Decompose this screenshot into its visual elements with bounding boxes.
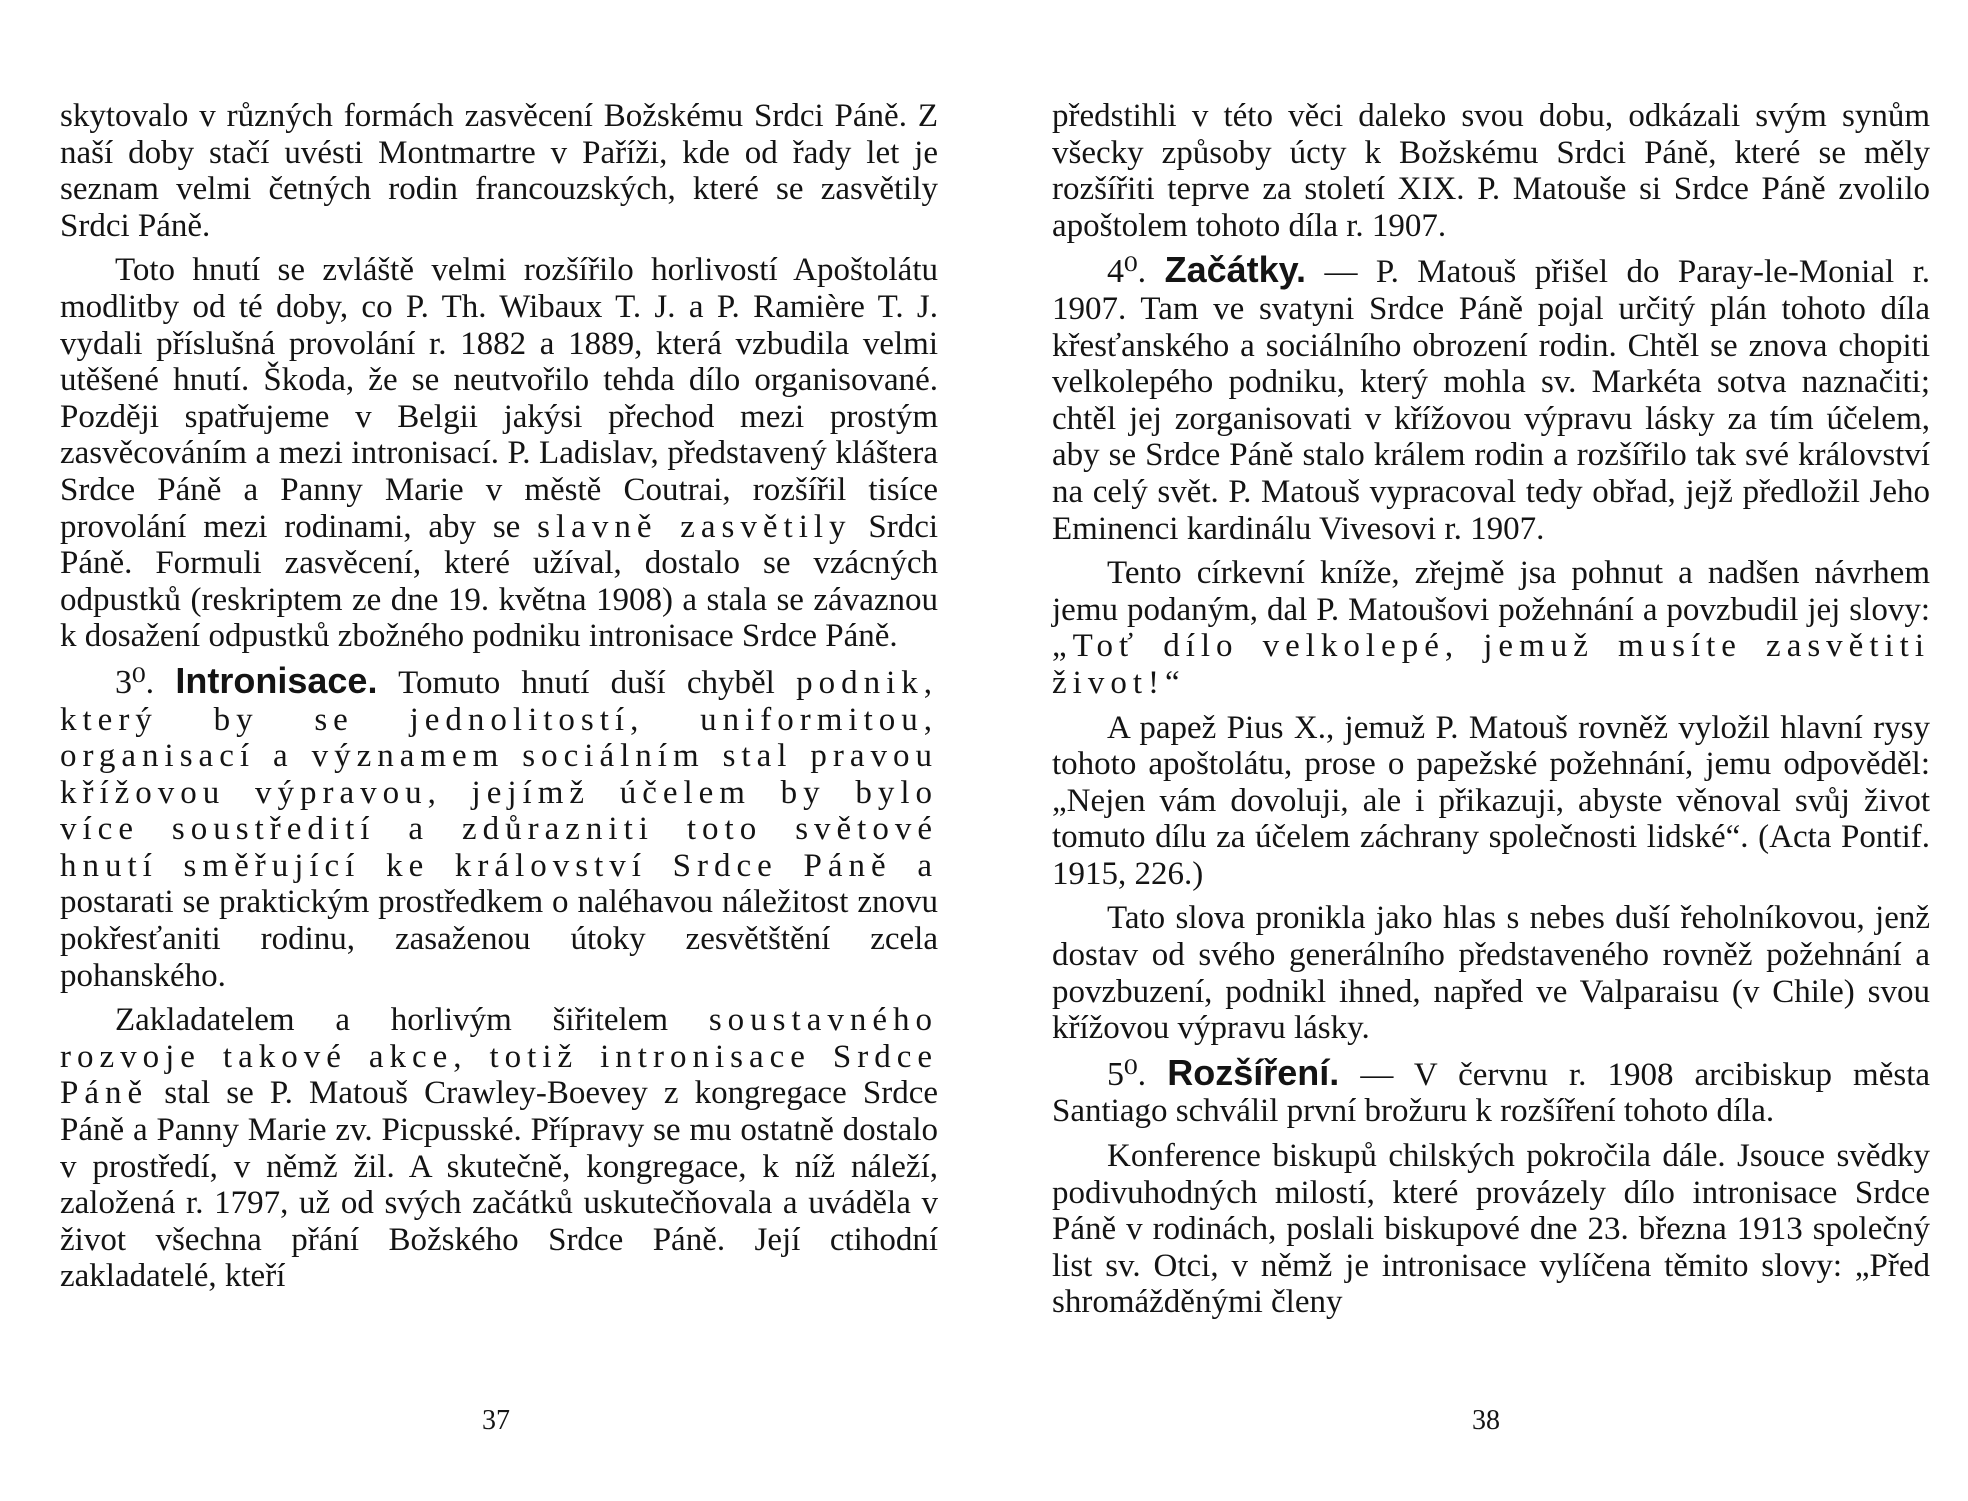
left-p2-spaced-text: slavně zasvětily bbox=[537, 508, 852, 545]
right-paragraph-3 bbox=[1052, 555, 1930, 701]
section-3-text-before: Tomuto hnutí duší chyběl bbox=[398, 664, 775, 701]
section-5-text: — V červnu r. 1908 arcibiskup města Santiago schválil první brožuru k rozšíření tohoto díla. bbox=[1052, 1056, 1931, 1130]
section-4-number: 4⁰. bbox=[1107, 253, 1147, 291]
section-4-title: Začátky. bbox=[1164, 249, 1306, 291]
left-p2-text-after: Srdci Páně. Formuli zasvěcení, které užíval, dostalo se vzácných odpustků (reskriptem ze dne 19. května 1908) a stala se závaznou k dosažení odpustků zbožného podniku intronisace Srdce Páně. bbox=[60, 508, 939, 655]
left-paragraph-2 bbox=[60, 252, 938, 655]
section-4-paragraph bbox=[1052, 249, 1930, 547]
right-page-number: 38 bbox=[1472, 1405, 1500, 1436]
left-paragraph-1: skytovalo v různých formách zasvěcení Božskému Srdci Páně. Z naší doby stačí uvésti Montmartre v Paříži, kde od řady let je seznam velmi četných rodin francouzských, které se zasvětily Srdci Páně. bbox=[60, 98, 938, 244]
section-3-spaced-text: podnik, který by se jednolitostí, uniformitou, organisací a významem sociálním stal pravou křížovou výpravou, jejímž účelem by bylo více soustředití a zdůrazniti toto světové hnutí směřující ke království Srdce Páně a bbox=[60, 664, 939, 884]
right-paragraph-5: Tato slova pronikla jako hlas s nebes duší řeholníkovou, jenž dostav od svého generálního představeného rovněž požehnání a povzbuzení, podnikl ihned, napřed ve Valparaisu (v Chile) svou křížovou výpravu lásky. bbox=[1052, 900, 1930, 1047]
left-p4-spaced-text: soustavného rozvoje takové akce, totiž intronisace Srdce Páně bbox=[60, 1002, 938, 1112]
section-4-text: — P. Matouš přišel do Paray-le-Monial r. 1907. Tam ve svatyni Srdce Páně pojal určitý plán tohoto díla křesťanského a sociálního obrození rodin. Chtěl se znova chopiti velkolepého podniku, který mohla sv. Markéta sotva naznačiti; chtěl jej zorganisovati v křížovou výpravu lásky za tím účelem, aby se Srdce Páně stalo králem rodin a rozšířilo tak své království na celý svět. P. Matouš vypracoval tedy obřad, jejž předložil Jeho Eminenci kardinálu Vivesovi r. 1907. bbox=[1052, 254, 1930, 547]
right-paragraph-7: Konference biskupů chilských pokročila dále. Jsouce svědky podivuhodných milostí, které provázely dílo intronisace Srdce Páně v rodinách, poslali biskupové dne 23. března 1913 společný list sv. Otci, v němž je intronisace vylíčena těmito slovy: „Před shromážděnými členy bbox=[1052, 1138, 1930, 1321]
section-3-paragraph bbox=[60, 659, 939, 994]
right-paragraph-1: předstihli v této věci daleko svou dobu, odkázali svým synům všecky způsoby úcty k Božskému Srdci Páně, které se měly rozšířiti teprve za století XIX. P. Matouše si Srdce Páně zvolilo apoštolem tohoto díla r. 1907. bbox=[1052, 98, 1930, 244]
section-5-title: Rozšíření. bbox=[1167, 1051, 1340, 1093]
left-paragraph-4 bbox=[60, 1002, 938, 1295]
section-5-number: 5⁰. bbox=[1107, 1055, 1147, 1093]
right-paragraph-4: A papež Pius X., jemuž P. Matouš rovněž vyložil hlavní rysy tohoto apoštolátu, prose o papežské požehnání, jemu odpověděl: „Nejen vám dovoluji, ale i přikazuji, abyste věnoval svůj život tomuto dílu za účelem záchrany společnosti lidské“. (Acta Pontif. 1915, 226.) bbox=[1052, 709, 1930, 892]
left-p4-text-after: stal se P. Matouš Crawley-Boevey z kongregace Srdce Páně a Panny Marie zv. Picpusské. Přípravy se mu ostatně dostalo v prostředí, v němž žil. A skutečně, kongregace, k níž náleží, založená r. 1797, už od svých začátků uskutečňovala a uváděla v život všechna přání Božského Srdce Páně. Její ctihodní zakladatelé, kteří bbox=[60, 1075, 938, 1295]
right-p3-spaced-quote: „Toť dílo velkolepé, jemuž musíte zasvětiti život!“ bbox=[1052, 628, 1930, 701]
right-p3-text-before: Tento církevní kníže, zřejmě jsa pohnut a nadšen návrhem jemu podaným, dal P. Matoušovi požehnání a povzbudil jej slovy: bbox=[1052, 555, 1930, 628]
left-p2-text-before: Toto hnutí se zvláště velmi rozšířilo horlivostí Apoštolátu modlitby od té doby, co P. Th. Wibaux T. J. a P. Ramière T. J. vydali příslušná provolání r. 1882 a 1889, která vzbudila velmi utěšené hnutí. Škoda, že se neutvořilo tehda dílo organisované. Později spatřujeme v Belgii jakýsi přechod mezi prostým zasvěcováním a mezi intronisací. P. Ladislav, představený kláštera Srdce Páně a Panny Marie v městě Coutrai, rozšířil tisíce provolání mezi rodinami, aby se bbox=[60, 252, 938, 545]
section-5-paragraph bbox=[1052, 1051, 1931, 1130]
section-3-number: 3⁰. bbox=[115, 663, 155, 701]
right-page bbox=[1052, 98, 1930, 1329]
section-3-title: Intronisace. bbox=[175, 659, 378, 701]
left-p4-text-before: Zakladatelem a horlivým šiřitelem bbox=[115, 1002, 669, 1039]
left-page-number: 37 bbox=[482, 1405, 510, 1436]
left-page bbox=[60, 98, 938, 1303]
section-3-text-after: postarati se praktickým prostředkem o naléhavou náležitost znovu pokřesťaniti rodinu, zasaženou útoky zesvětštění zcela pohanského. bbox=[60, 884, 938, 994]
